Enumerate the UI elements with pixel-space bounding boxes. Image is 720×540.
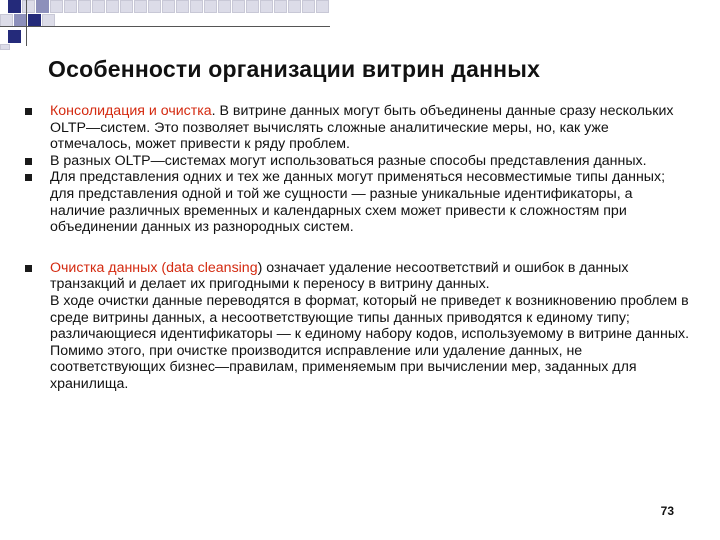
slide-title: Особенности организации витрин данных — [48, 56, 541, 82]
bullet-text: ) означает удаление несоответствий и ошибок в данных транзакций и делает их пригодными к переносу в витрину данных. — [50, 259, 629, 293]
bullet-text: Для представления одних и тех же данных могут применяться несовместимые типы данных; для представления одной и той же сущности — разные уникальные идентификаторы, а наличие различных временных и календарных схем может привести к сложностям при объединении данных из разнородных систем. — [50, 169, 666, 236]
bullet-list — [22, 103, 690, 393]
page-number: 73 — [660, 504, 674, 518]
bullet-text: . В витрине данных могут быть объединены данные сразу нескольких OLTP—систем. Это позволяет вычислять сложные аналитические меры, но, как уже отмечалось, может привести к ряду проблем. — [50, 103, 674, 153]
square-bullet-icon — [25, 174, 32, 181]
decorative-vertical-rule — [26, 0, 27, 46]
bullet-item-incompatible-types — [22, 169, 690, 235]
highlight-term: Консолидация и очистка — [50, 103, 212, 119]
square-bullet-icon — [25, 108, 32, 115]
bullet-continuation-text: В ходе очистки данные переводятся в формат, который не приведет к возникновению проблем в среде витрины данных, а несоответствующие типы данных приводятся к единому типу; различающиеся идентификаторы — к единому набору кодов, используемому в витрине данных. Помимо этого, при очистке производится исправление или удаление данных, не соответствующих бизнес—правилам, применяемым при вычислении мер, заданных для хранилища. — [50, 292, 690, 392]
bullet-item-data-cleansing — [22, 260, 690, 393]
decorative-horizontal-rule — [0, 26, 330, 27]
decorative-checker-pattern — [0, 0, 330, 50]
square-bullet-icon — [25, 265, 32, 272]
square-bullet-icon — [25, 158, 32, 165]
bullet-item-representation — [22, 153, 690, 170]
bullet-text: В разных OLTP—системах могут использоваться разные способы представления данных. — [50, 152, 647, 169]
bullet-item-consolidation — [22, 103, 690, 153]
highlight-term: Очистка данных (data cleansing — [50, 259, 258, 276]
